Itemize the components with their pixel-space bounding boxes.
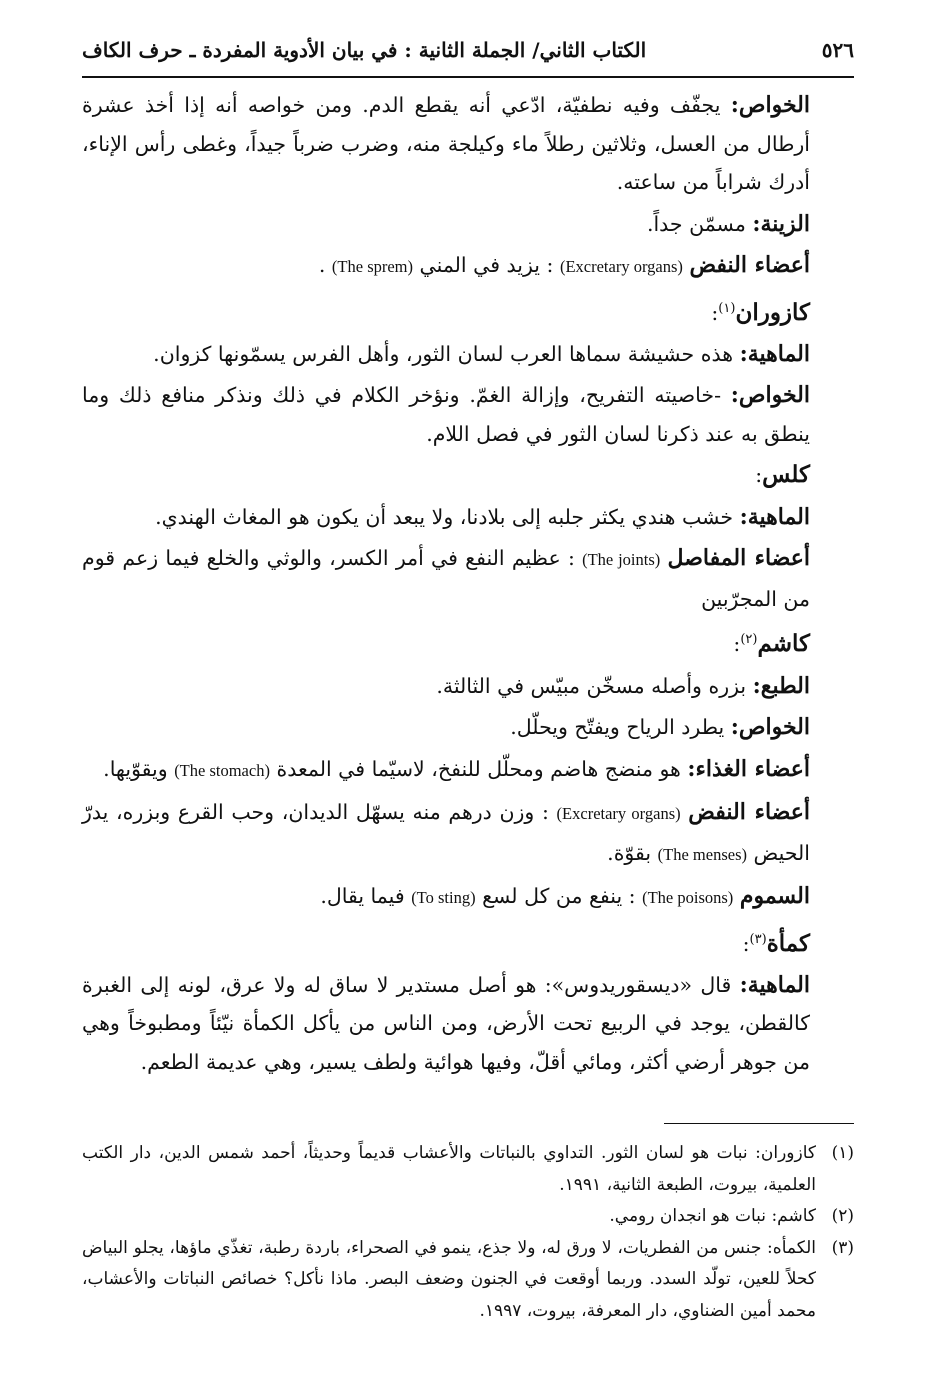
- running-title: الكتاب الثاني/ الجملة الثانية : في بيان الأدوية المفردة ـ حرف الكاف: [82, 38, 647, 62]
- heading-colon: :: [733, 632, 741, 657]
- entry-text-end: بقوّة.: [607, 840, 652, 865]
- entry-text: : يزيد في المني: [419, 253, 554, 277]
- footnote-text: كازوران: نبات هو لسان الثور. التداوي بالنباتات والأعشاب قديماً وحديثاً، أحمد شمس الدين، دار الكتب العلمية، بيروت، الطبعة الثانية، ١٩٩١.: [82, 1143, 816, 1195]
- entry-heading-title: كازوران: [735, 298, 810, 326]
- entry-term: أعضاء المفاصل: [667, 545, 810, 572]
- entry-term: أعضاء الغذاء:: [687, 755, 810, 782]
- footnote-ref: (١): [718, 300, 736, 316]
- main-text: [82, 86, 854, 1081]
- entry-text: مسمّن جداً.: [646, 211, 746, 236]
- entry-paragraph: [82, 966, 854, 1082]
- heading-colon: :: [711, 300, 719, 325]
- footnote-number: (٣): [831, 1237, 854, 1258]
- footnote: [82, 1233, 854, 1328]
- footnote: [82, 1201, 854, 1233]
- entry-text-end: ويقوّيها.: [103, 756, 168, 781]
- entry-heading: [82, 456, 854, 495]
- entry-heading: [82, 921, 854, 963]
- entry-paragraph: [82, 376, 854, 453]
- entry-term: الماهية:: [739, 971, 810, 998]
- entry-term: أعضاء النفض: [689, 252, 810, 278]
- entry-heading-title: كمأة: [766, 929, 810, 957]
- entry-text: يجفّف وفيه نطفيّة، ادّعي أنه يقطع الدم. ومن خواصه أنه إذا أخذ عشرة أرطال من العسل، وثلاثين رطلاً ماء وكيلجة منه، وضرب ضرباً جيداً، وغطى رأس الإناء، أدرك شراباً من ساعته.: [82, 93, 810, 194]
- page-header: [82, 38, 854, 78]
- entry-heading-title: كلس: [762, 461, 810, 489]
- footnote-ref: (٢): [740, 632, 758, 648]
- latin-gloss: (The sprem): [331, 257, 414, 276]
- entry-paragraph: [82, 708, 854, 747]
- entry-paragraph: [82, 793, 854, 874]
- entry-text-end: فيما يقال.: [320, 884, 405, 909]
- latin-gloss: (The menses): [657, 844, 747, 864]
- entry-term: الخواص:: [730, 382, 810, 409]
- entry-term: أعضاء النفض: [688, 799, 810, 826]
- entry-text: بزره وأصله مسخّن مبيّس في الثالثة.: [436, 673, 747, 698]
- entry-term: السموم: [739, 883, 810, 910]
- entry-paragraph: [82, 750, 854, 791]
- footnotes: [82, 1138, 854, 1327]
- latin-gloss: (Excretary organs): [559, 257, 683, 276]
- entry-text: : وزن درهم منه يسهّل الديدان، وحب القرع وبزره، يدرّ الحيض: [82, 800, 810, 865]
- heading-colon: :: [755, 463, 763, 488]
- footnote-number: (٢): [831, 1206, 854, 1227]
- entry-text: هذه حشيشة سماها العرب لسان الثور، وأهل الفرس يسمّونها كزوان.: [153, 341, 734, 366]
- latin-gloss: (The stomach): [174, 760, 270, 780]
- entry-text-end: .: [318, 253, 326, 277]
- footnote-separator: [664, 1123, 854, 1124]
- entry-term: الزينة:: [752, 210, 810, 237]
- footnote-ref: (٣): [749, 931, 767, 947]
- entry-paragraph: [82, 86, 854, 202]
- entry-text: -خاصيته التفريح، وإزالة الغمّ. ونؤخر الكلام في ذلك ونذكر منافع ذلك وما ينطق به عند ذكرنا لسان الثور في فصل اللام.: [82, 383, 810, 446]
- latin-gloss: (Excretary organs): [556, 804, 681, 824]
- entry-heading: [82, 290, 854, 332]
- entry-paragraph: [82, 246, 854, 287]
- entry-paragraph: [82, 335, 854, 374]
- entry-term: الخواص:: [730, 92, 810, 118]
- entry-paragraph: [82, 667, 854, 706]
- latin-gloss: (To sting): [411, 888, 476, 908]
- footnote: [82, 1138, 854, 1201]
- entry-heading: [82, 621, 854, 663]
- entry-text: قال «ديسقوريدوس»: هو أصل مستدير لا ساق له ولا عرق، لونه إلى الغبرة كالقطن، يوجد في الربيع تحت الأرض، ومن الناس من يأكل الكمأة نيّئاً ومطبوخاً وهي من جوهر أرضي أكثر، ومائي أقلّ، وفيها هوائية ولطف يسير، وهي عديمة الطعم.: [82, 972, 810, 1074]
- entry-term: الطبع:: [752, 672, 810, 699]
- entry-text: يطرد الرياح ويفتّح ويحلّل.: [510, 715, 725, 740]
- latin-gloss: (The poisons): [642, 888, 734, 908]
- entry-paragraph: [82, 205, 854, 244]
- entry-term: الخواص:: [730, 714, 810, 741]
- entry-text: هو منضج هاضم ومحلّل للنفخ، لاسيّما في المعدة: [276, 756, 681, 781]
- entry-term: الماهية:: [739, 340, 810, 367]
- entry-text: : ينفع من كل لسع: [482, 884, 636, 909]
- footnote-text: كاشم: نبات هو انجدان رومي.: [609, 1206, 816, 1227]
- entry-text: خشب هندي يكثر جلبه إلى بلادنا، ولا يبعد أن يكون هو المغاث الهندي.: [155, 504, 734, 529]
- entry-paragraph: [82, 539, 854, 618]
- entry-term: الماهية:: [739, 503, 810, 530]
- latin-gloss: (The joints): [582, 550, 661, 570]
- footnote-number: (١): [831, 1143, 854, 1164]
- page-number: ٥٢٦: [821, 38, 854, 62]
- entry-heading-title: كاشم: [757, 630, 810, 658]
- entry-paragraph: [82, 877, 854, 918]
- entry-paragraph: [82, 498, 854, 537]
- footnote-text: الكمأه: جنس من الفطريات، لا ورق له، ولا جذع، ينمو في الصحراء، باردة رطبة، تغذّي ماؤها، يجلو البياض كحلاً للعين، تولّد السدد. وربما أوقعت في الجنون وضعف البصر. ماذا نأكل؟ خصائص النباتات والأعشاب، محمد أمين الضناوي، دار المعرفة، بيروت، ١٩٩٧.: [82, 1237, 816, 1321]
- heading-colon: :: [742, 931, 750, 956]
- entry-text: : عظيم النفع في أمر الكسر، والوثي والخلع فيما زعم قوم من المجرّبين: [82, 546, 810, 611]
